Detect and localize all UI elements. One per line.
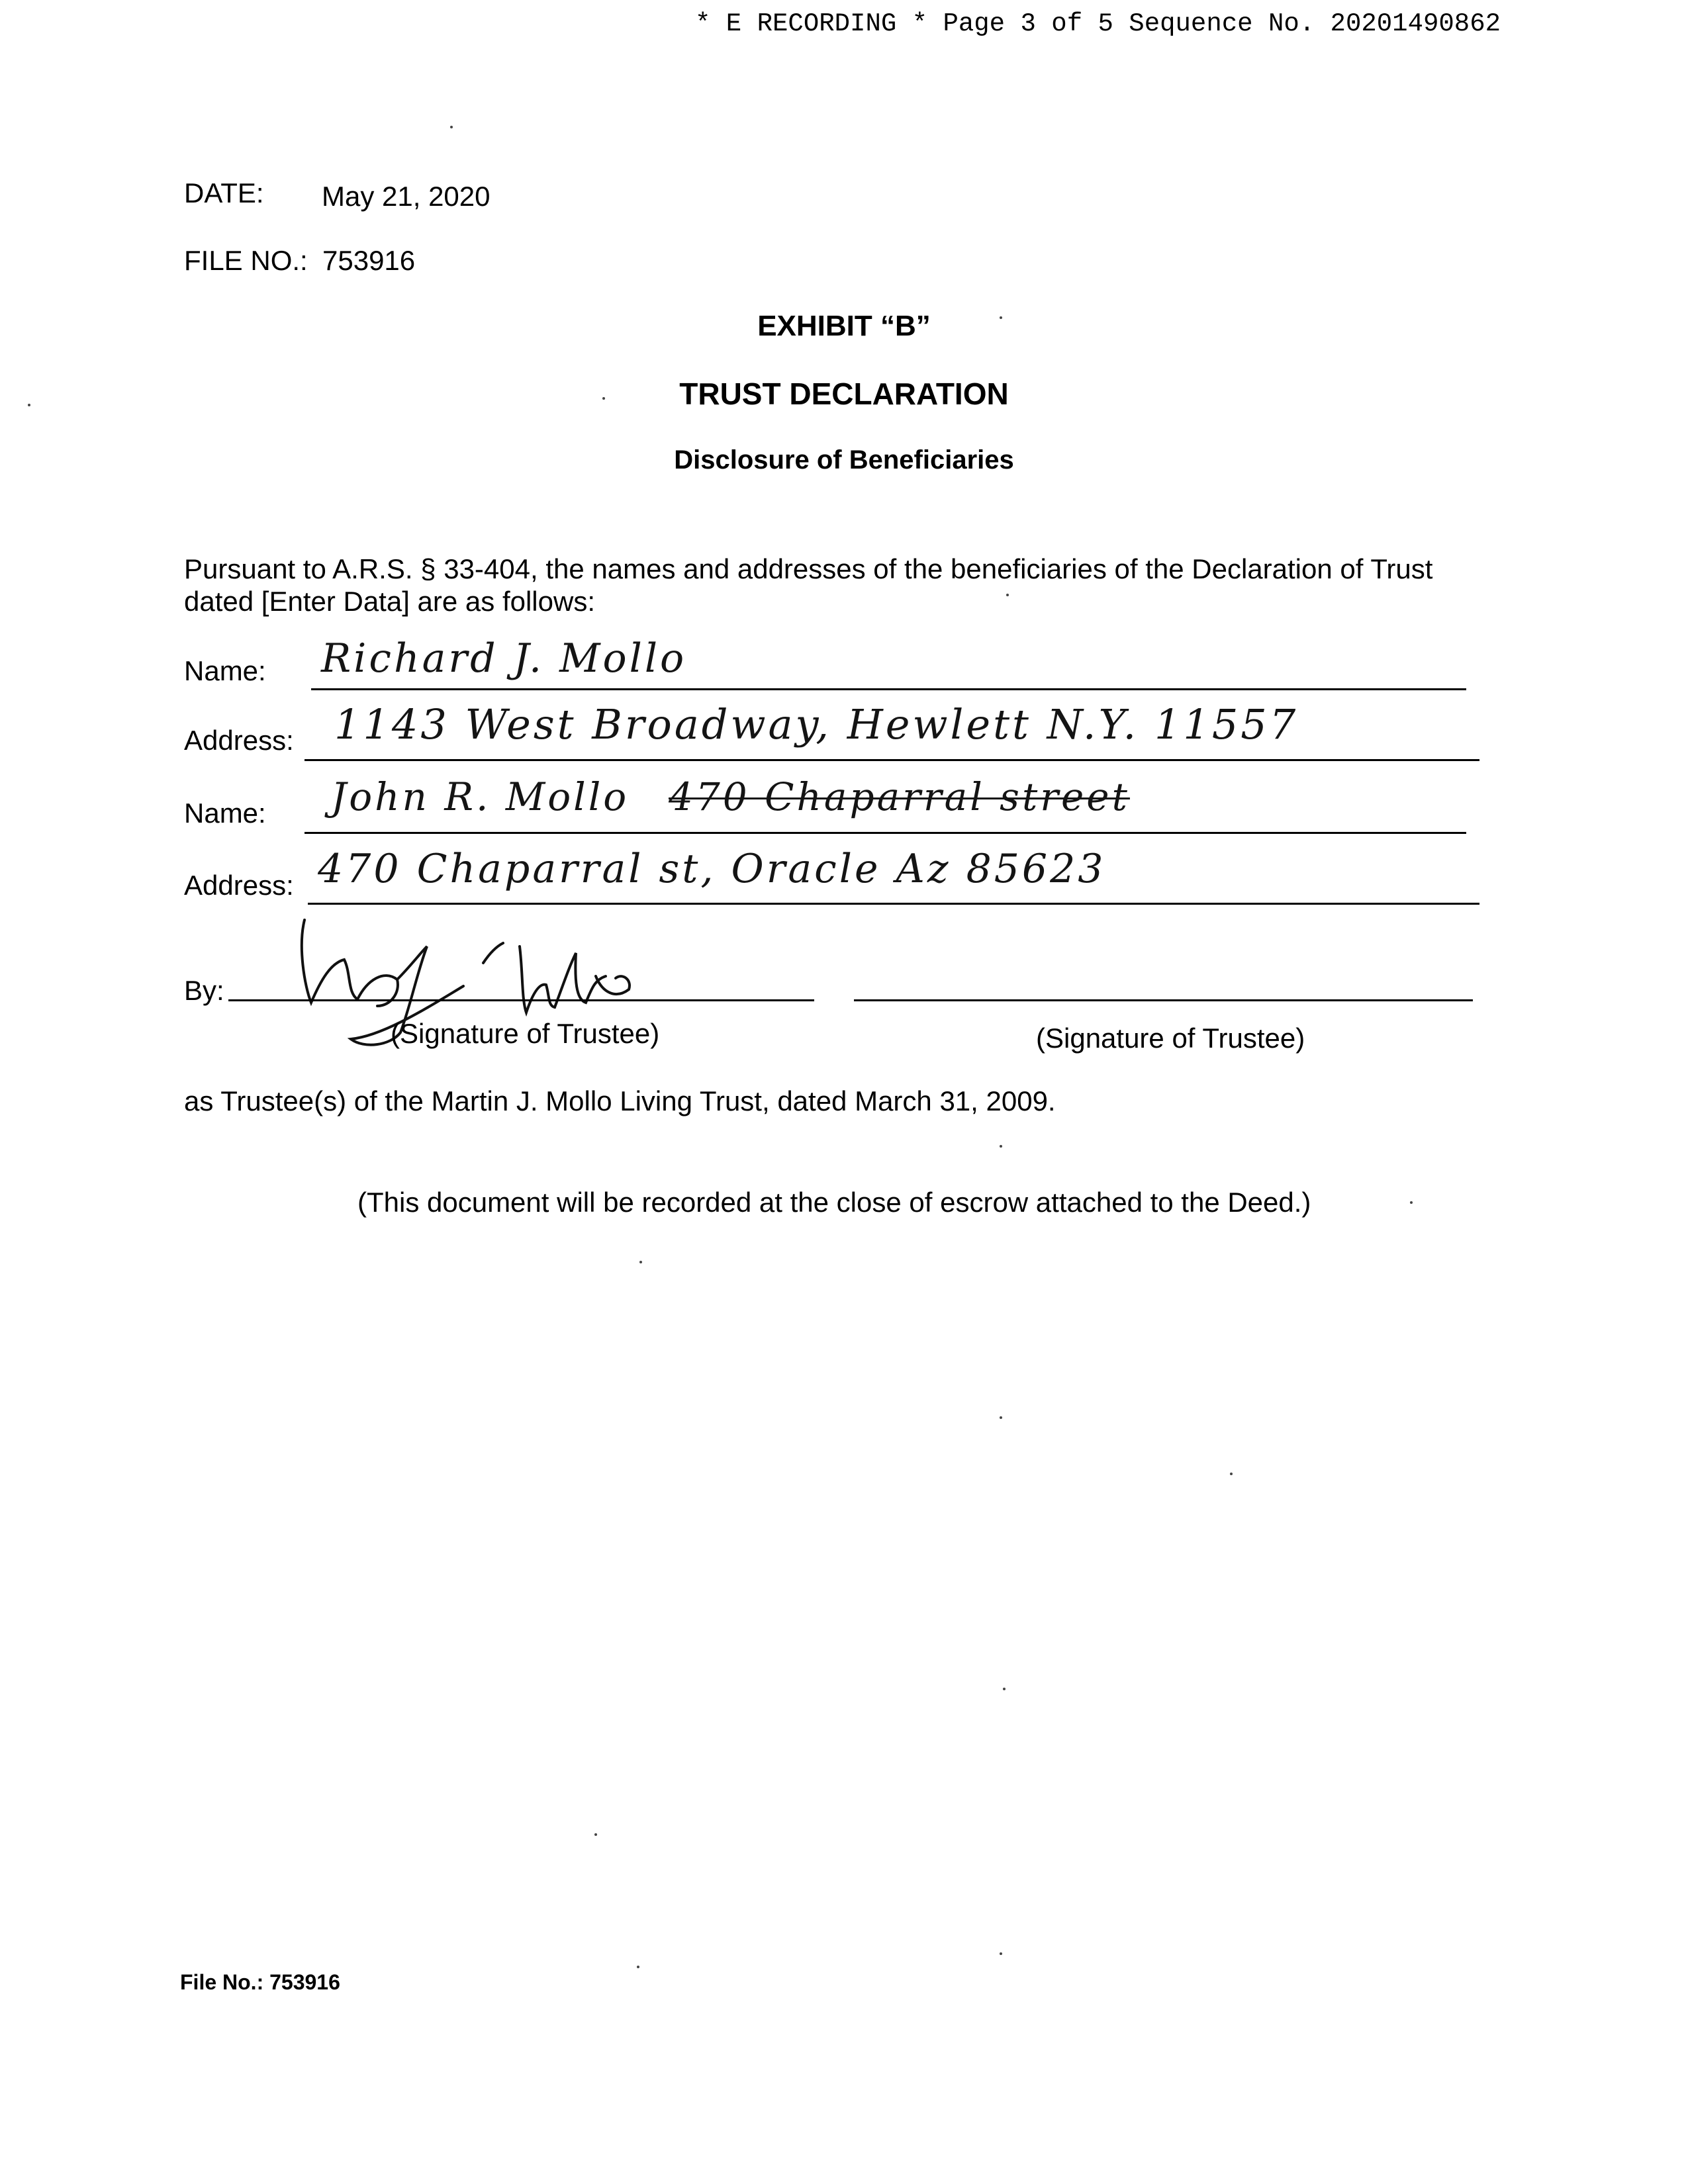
scan-speck bbox=[639, 1261, 642, 1263]
name-value-1: Richard J. Mollo bbox=[321, 635, 687, 682]
exhibit-title: EXHIBIT “B” bbox=[757, 310, 931, 342]
trust-line: as Trustee(s) of the Martin J. Mollo Living Trust, dated March 31, 2009. bbox=[184, 1085, 1056, 1116]
date-value: May 21, 2020 bbox=[322, 181, 491, 212]
document-title: TRUST DECLARATION bbox=[679, 377, 1009, 411]
date-label: DATE: bbox=[184, 177, 264, 208]
intro-line-1: Pursuant to A.R.S. § 33-404, the names and addresses of the beneficiaries of the Declaration of Trust bbox=[184, 553, 1433, 584]
name-strikethrough-2: 470 Chaparral street bbox=[669, 774, 1130, 819]
scan-speck bbox=[594, 1833, 597, 1836]
name-label-2: Name: bbox=[184, 797, 266, 829]
address-underline-2 bbox=[308, 903, 1479, 905]
scan-speck bbox=[602, 397, 605, 400]
intro-line-2: dated [Enter Data] are as follows: bbox=[184, 586, 595, 617]
scan-speck bbox=[1000, 316, 1002, 319]
name-label-1: Name: bbox=[184, 655, 266, 686]
address-label-2: Address: bbox=[184, 870, 294, 901]
scan-speck bbox=[28, 404, 30, 406]
signature-line-2 bbox=[854, 999, 1473, 1001]
scan-speck bbox=[1230, 1473, 1233, 1475]
address-value-1: 1143 West Broadway, Hewlett N.Y. 11557 bbox=[334, 700, 1299, 749]
recording-note: (This document will be recorded at the close of escrow attached to the Deed.) bbox=[357, 1187, 1311, 1218]
address-label-1: Address: bbox=[184, 725, 294, 756]
scan-speck bbox=[1410, 1201, 1413, 1204]
signature-caption-2: (Signature of Trustee) bbox=[1036, 1023, 1305, 1054]
scan-speck bbox=[1000, 1416, 1002, 1419]
scan-speck bbox=[1006, 594, 1009, 596]
name-underline-2 bbox=[305, 832, 1466, 834]
scan-speck bbox=[1003, 1688, 1006, 1690]
document-subtitle: Disclosure of Beneficiaries bbox=[674, 445, 1014, 475]
name-underline-1 bbox=[311, 688, 1466, 690]
scan-speck bbox=[637, 1966, 639, 1968]
name-value-2: John R. Mollo bbox=[331, 774, 630, 819]
file-no-value: 753916 bbox=[322, 245, 416, 276]
footer-file-no: File No.: 753916 bbox=[180, 1970, 340, 1994]
signature-caption-1: (Signature of Trustee) bbox=[391, 1018, 660, 1049]
address-underline-1 bbox=[305, 759, 1479, 761]
by-label: By: bbox=[184, 975, 224, 1006]
file-no-label: FILE NO.: bbox=[184, 245, 308, 276]
signature-line-1 bbox=[228, 999, 814, 1001]
recording-banner: * E RECORDING * Page 3 of 5 Sequence No. 20201490862 bbox=[695, 9, 1501, 38]
address-value-2: 470 Chaparral st, Oracle Az 85623 bbox=[318, 846, 1106, 892]
scan-speck bbox=[1000, 1952, 1002, 1955]
scan-speck bbox=[1000, 1145, 1002, 1148]
scan-speck bbox=[450, 126, 453, 128]
